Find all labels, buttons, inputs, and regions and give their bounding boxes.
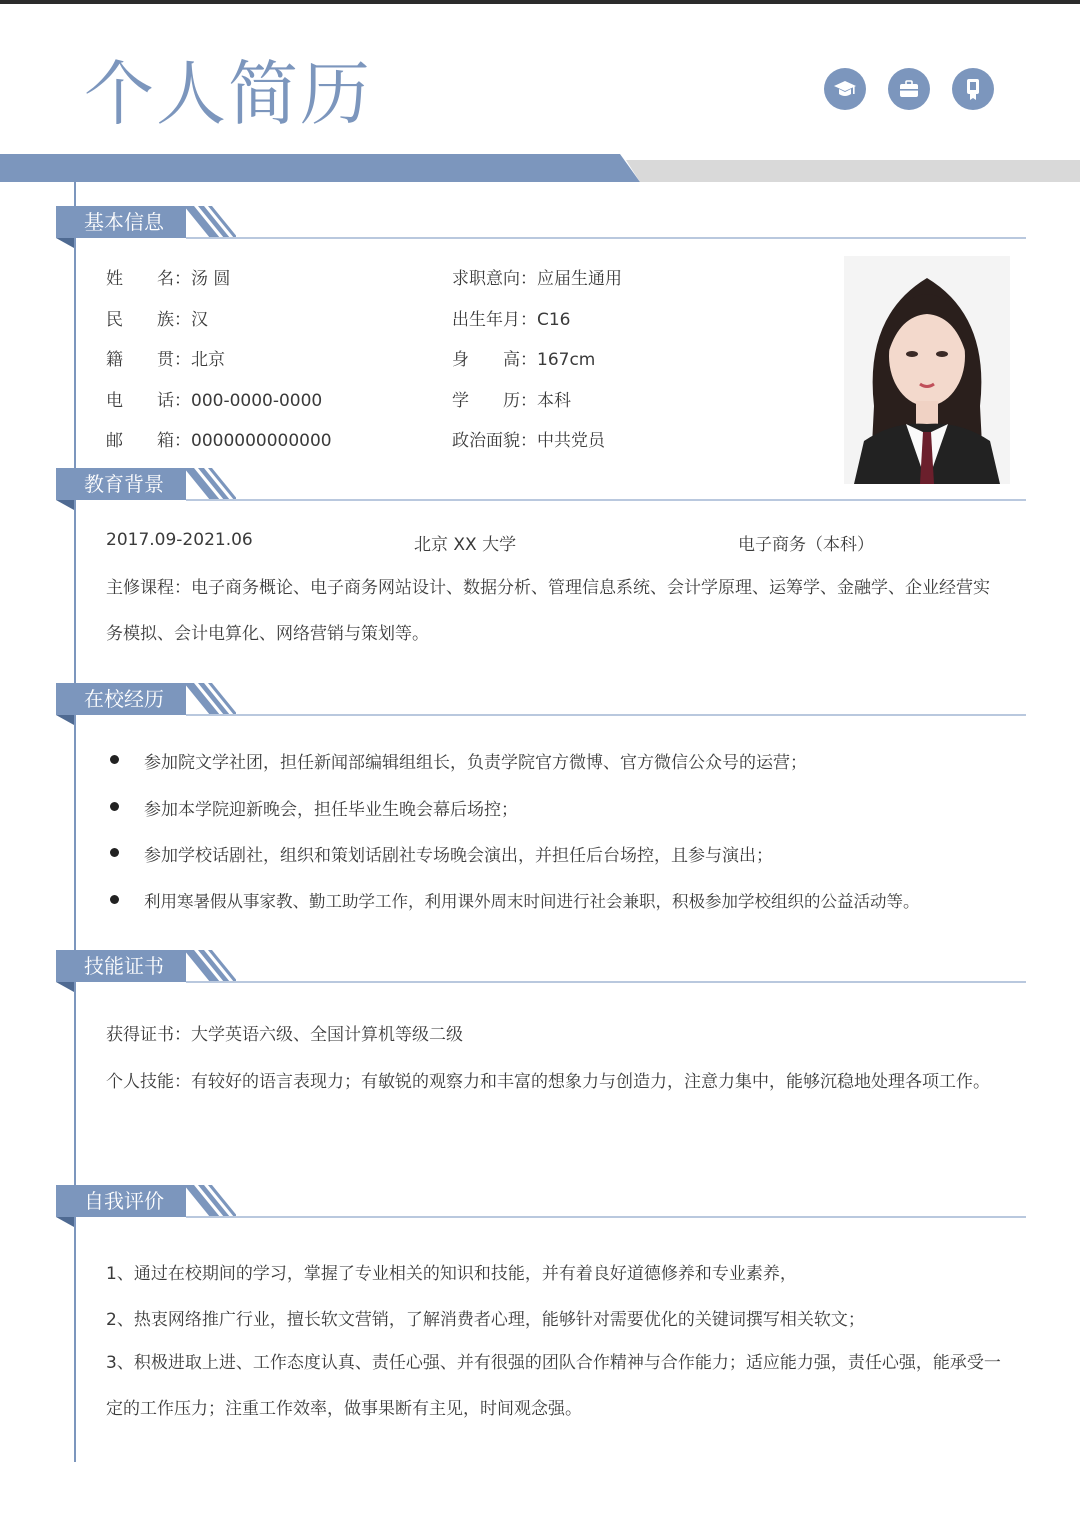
graduation-cap-icon [824,68,866,110]
campus-item: 参加学校话剧社，组织和策划话剧社专场晚会演出，并担任后台场控，且参与演出； [144,846,773,866]
bullet-icon [110,848,119,857]
self-eval-item: 1、通过在校期间的学习，掌握了专业相关的知识和技能，并有着良好道德修养和专业素养， [106,1264,797,1284]
bullet-icon [110,755,119,764]
page-title: 个人简历 [84,53,372,135]
section-title: 基本信息 [56,206,186,238]
stripes-decoration [184,1185,236,1217]
section-title: 技能证书 [56,950,186,982]
section-campus [56,683,1026,727]
section-title: 在校经历 [56,683,186,715]
header-band [0,154,640,182]
info-origin: 籍 贯：北京 [106,350,225,370]
stripes-decoration [184,468,236,500]
skills-certs: 获得证书：大学英语六级、全国计算机等级二级 [106,1025,463,1045]
section-title: 教育背景 [56,468,186,500]
edu-period: 2017.09-2021.06 [106,530,253,550]
info-ethnicity: 民 族：汉 [106,310,208,330]
section-title: 自我评价 [56,1185,186,1217]
edu-courses: 主修课程：电子商务概论、电子商务网站设计、数据分析、管理信息系统、会计学原理、运筹学、金融学、企业经营实务模拟、会计电算化、网络营销与策划等。 [106,578,990,644]
info-intent: 求职意向：应届生通用 [452,269,622,289]
timeline-line [74,182,76,1462]
header-band-gray [626,160,1080,182]
edu-school: 北京 XX 大学 [414,535,517,555]
stripes-decoration [184,950,236,982]
section-education [56,468,1026,512]
section-skills [56,950,1026,994]
section-basic [56,206,1026,250]
campus-item: 利用寒暑假从事家教、勤工助学工作，利用课外周末时间进行社会兼职，积极参加学校组织的公益活动等。 [144,892,920,911]
info-birth: 出生年月：C16 [452,310,571,330]
section-self [56,1185,1026,1229]
header-icons [824,68,994,110]
bullet-icon [110,895,119,904]
self-eval-item: 3、积极进取上进、工作态度认真、责任心强、并有很强的团队合作精神与合作能力；适应能力强，责任心强，能承受一定的工作压力；注重工作效率，做事果断有主见，时间观念强。 [106,1353,1001,1419]
certificate-icon [952,68,994,110]
campus-item: 参加院文学社团，担任新闻部编辑组组长，负责学院官方微博、官方微信公众号的运营； [144,753,807,773]
bullet-icon [110,802,119,811]
info-politics: 政治面貌：中共党员 [452,431,605,451]
info-phone: 电 话：000-0000-0000 [106,391,323,411]
stripes-decoration [184,683,236,715]
self-eval-item: 2、热衷网络推广行业，擅长软文营销，了解消费者心理，能够针对需要优化的关键词撰写相关软文； [106,1310,865,1330]
top-edge [0,0,1080,4]
info-degree: 学 历：本科 [452,391,571,411]
info-email: 邮 箱：0000000000000 [106,431,332,451]
edu-major: 电子商务（本科） [738,535,874,555]
skills-abilities: 个人技能：有较好的语言表现力；有敏锐的观察力和丰富的想象力与创造力，注意力集中，能够沉稳地处理各项工作。 [106,1072,990,1092]
campus-item: 参加本学院迎新晚会，担任毕业生晚会幕后场控； [144,800,518,820]
info-name: 姓 名：汤 圆 [106,269,231,289]
briefcase-icon [888,68,930,110]
info-height: 身 高：167cm [452,350,596,370]
stripes-decoration [184,206,236,238]
profile-photo [844,256,1010,484]
